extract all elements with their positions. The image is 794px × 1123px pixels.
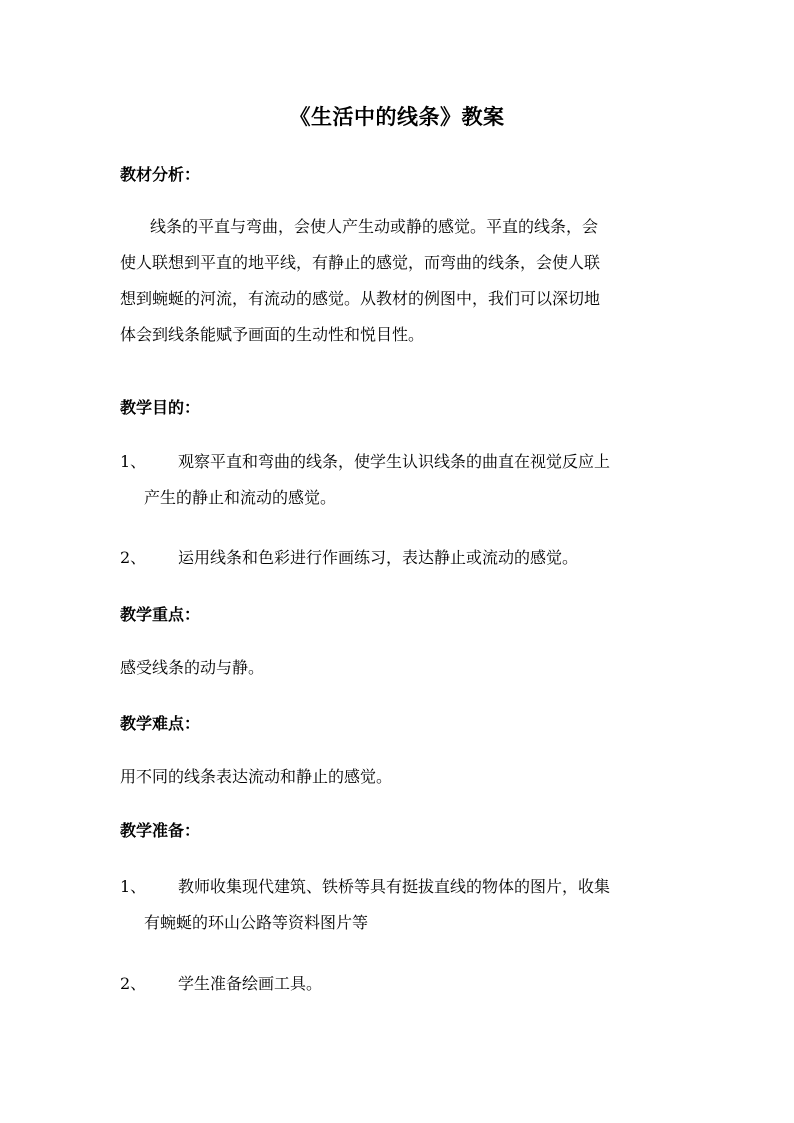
analysis-line: 使人联想到平直的地平线，有静止的感觉，而弯曲的线条，会使人联	[120, 253, 601, 272]
heading-preparation: 教学准备：	[120, 821, 201, 840]
objective-item	[120, 444, 680, 516]
key-points-text: 感受线条的动与静。	[120, 658, 265, 677]
list-item-text: 学生准备绘画工具。	[178, 974, 323, 993]
list-number: 1、	[120, 452, 147, 471]
difficulties-text: 用不同的线条表达流动和静止的感觉。	[120, 767, 393, 786]
list-item-continuation: 有蜿蜒的环山公路等资料图片等	[144, 913, 369, 932]
objective-item	[120, 540, 680, 576]
analysis-line: 线条的平直与弯曲，会使人产生动或静的感觉。平直的线条，会	[150, 217, 599, 236]
list-item-text: 观察平直和弯曲的线条，使学生认识线条的曲直在视觉反应上	[178, 452, 611, 471]
list-number: 2、	[120, 974, 147, 993]
list-item-continuation: 产生的静止和流动的感觉。	[144, 488, 337, 507]
list-number: 1、	[120, 877, 147, 896]
analysis-line: 想到蜿蜒的河流，有流动的感觉。从教材的例图中，我们可以深切地	[120, 289, 601, 308]
preparation-item	[120, 869, 680, 941]
preparation-item	[120, 966, 680, 1002]
list-number: 2、	[120, 548, 147, 567]
heading-difficulties: 教学难点：	[120, 714, 201, 733]
analysis-line: 体会到线条能赋予画面的生动性和悦目性。	[120, 325, 425, 344]
document-title: 《生活中的线条》教案	[289, 104, 505, 129]
list-item-text: 运用线条和色彩进行作画练习，表达静止或流动的感觉。	[178, 548, 579, 567]
heading-analysis: 教材分析：	[120, 165, 201, 184]
list-item-text: 教师收集现代建筑、铁桥等具有挺拔直线的物体的图片，收集	[178, 877, 611, 896]
analysis-paragraph	[120, 209, 680, 353]
heading-objectives: 教学目的：	[120, 398, 201, 417]
heading-key-points: 教学重点：	[120, 605, 201, 624]
